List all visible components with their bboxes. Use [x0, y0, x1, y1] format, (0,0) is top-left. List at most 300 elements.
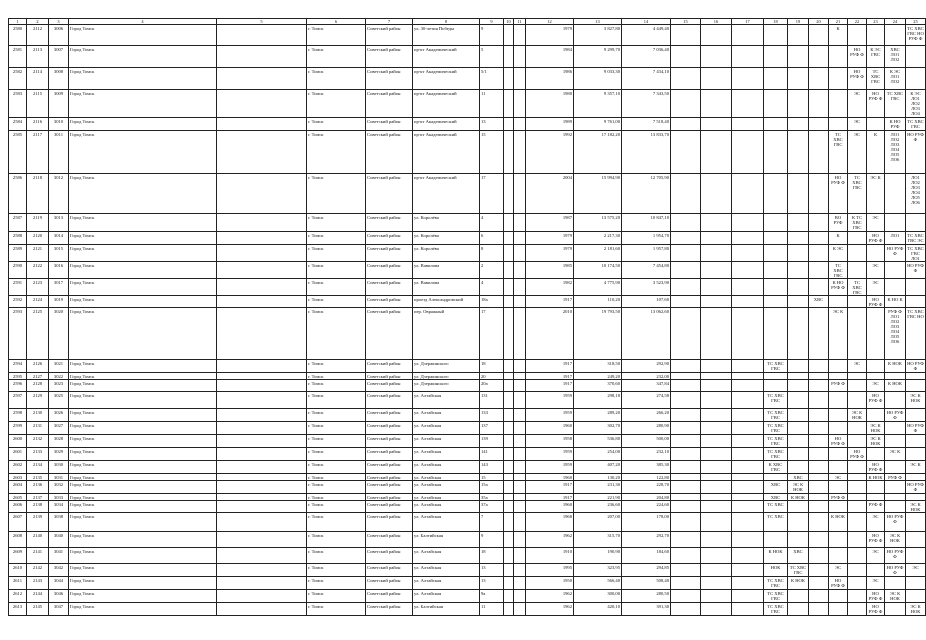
- table-cell: НО РУФ Ф: [867, 392, 885, 409]
- table-cell: ЛО1 ЛО2 ЛО3 ЛО4 ЛО5 ЛО6: [885, 131, 906, 174]
- table-cell: г. Томск: [307, 461, 366, 474]
- table-cell: [514, 409, 526, 422]
- table-cell: 10 174,50: [574, 262, 622, 279]
- table-cell: [764, 532, 788, 548]
- table-cell: Город Томск: [69, 245, 217, 262]
- table-cell: 18: [480, 548, 504, 564]
- table-cell: [701, 131, 732, 174]
- table-cell: 1982: [526, 279, 574, 296]
- table-cell: [514, 461, 526, 474]
- table-cell: [788, 409, 809, 422]
- table-cell: [504, 409, 514, 422]
- table-cell: 236,60: [574, 501, 622, 513]
- table-cell: 2116: [27, 118, 49, 131]
- table-cell: [732, 380, 764, 392]
- table-cell: [514, 532, 526, 548]
- table-cell: 2595: [9, 373, 27, 380]
- table-cell: 3 827,80: [574, 25, 622, 46]
- table-cell: [514, 577, 526, 590]
- table-cell: [885, 392, 906, 409]
- table-cell: 2133: [27, 448, 49, 461]
- table-cell: 1959: [526, 409, 574, 422]
- column-number: 8: [413, 19, 480, 25]
- table-cell: [514, 590, 526, 603]
- table-cell: [885, 435, 906, 448]
- table-cell: ЭС: [829, 564, 848, 577]
- table-cell: Город Томск: [69, 548, 217, 564]
- table-cell: 2608: [9, 532, 27, 548]
- table-cell: 407,20: [574, 461, 622, 474]
- table-cell: г. Томск: [307, 25, 366, 46]
- table-cell: [217, 118, 307, 131]
- table-cell: 3042: [49, 564, 69, 577]
- table-cell: 228,70: [622, 481, 671, 494]
- table-cell: ул. Королёва: [413, 245, 480, 262]
- table-cell: 11: [480, 603, 504, 616]
- table-cell: ЭС: [867, 380, 885, 392]
- table-cell: 7: [480, 513, 504, 532]
- table-cell: 20а: [480, 380, 504, 392]
- table-cell: ТС ХВС ГВС НО РУФ Ф: [906, 25, 926, 46]
- table-cell: [848, 232, 867, 245]
- table-cell: 2589: [9, 245, 27, 262]
- column-number: 9: [480, 19, 504, 25]
- table-cell: [732, 461, 764, 474]
- table-cell: [671, 68, 701, 90]
- table-cell: г. Томск: [307, 174, 366, 214]
- table-cell: Город Томск: [69, 131, 217, 174]
- table-cell: [514, 46, 526, 68]
- table-cell: Советский район: [366, 448, 413, 461]
- table-cell: [514, 118, 526, 131]
- table-cell: Советский район: [366, 435, 413, 448]
- table-cell: 1917: [526, 296, 574, 308]
- table-row: [9, 68, 926, 90]
- table-cell: РУФ Ф: [829, 494, 848, 501]
- table-cell: [906, 279, 926, 296]
- table-cell: [504, 461, 514, 474]
- table-cell: Советский район: [366, 68, 413, 90]
- table-cell: 17 182,20: [574, 131, 622, 174]
- table-row: [9, 577, 926, 590]
- table-cell: 1917: [526, 494, 574, 501]
- table-cell: [848, 474, 867, 481]
- table-cell: г. Томск: [307, 409, 366, 422]
- table-cell: [671, 590, 701, 603]
- table-cell: 2004: [526, 174, 574, 214]
- table-cell: 266,20: [622, 409, 671, 422]
- table-row: [9, 90, 926, 118]
- table-cell: 1959: [526, 461, 574, 474]
- table-cell: 1987: [526, 214, 574, 232]
- table-cell: [514, 422, 526, 435]
- table-cell: Советский район: [366, 564, 413, 577]
- table-cell: 13: [480, 577, 504, 590]
- table-cell: НО РУФ Ф: [867, 296, 885, 308]
- table-cell: [732, 174, 764, 214]
- table-cell: [732, 308, 764, 360]
- table-cell: Советский район: [366, 481, 413, 494]
- table-cell: [671, 262, 701, 279]
- table-cell: 2593: [9, 308, 27, 360]
- table-cell: Город Томск: [69, 603, 217, 616]
- table-cell: [514, 262, 526, 279]
- table-cell: [217, 409, 307, 422]
- table-cell: Советский район: [366, 308, 413, 360]
- table-row: [9, 46, 926, 68]
- table-cell: 3006: [49, 25, 69, 46]
- table-cell: 318,50: [574, 360, 622, 373]
- table-row: [9, 25, 926, 46]
- table-cell: [848, 296, 867, 308]
- table-cell: [848, 532, 867, 548]
- table-cell: [732, 373, 764, 380]
- table-cell: НО РУФ Ф: [907, 423, 924, 433]
- table-cell: 2125: [27, 308, 49, 360]
- table-row: [9, 232, 926, 245]
- table-cell: НО РУФ Ф: [829, 174, 848, 214]
- table-row: [9, 501, 926, 513]
- table-cell: ул. Дзержинского: [413, 380, 480, 392]
- table-cell: 3021: [49, 360, 69, 373]
- table-cell: Город Томск: [69, 174, 217, 214]
- table-cell: 2583: [9, 90, 27, 118]
- table-cell: 2129: [27, 392, 49, 409]
- table-cell: [514, 90, 526, 118]
- table-cell: [732, 245, 764, 262]
- table-cell: ЭС К НОК: [788, 481, 809, 494]
- table-cell: 3026: [49, 409, 69, 422]
- table-cell: 3012: [49, 174, 69, 214]
- table-cell: [217, 392, 307, 409]
- table-cell: [867, 360, 885, 373]
- table-cell: ТС ХВС ГВС ЛО1: [907, 246, 924, 261]
- table-cell: 2601: [9, 448, 27, 461]
- table-cell: ул. Дзержинского: [413, 360, 480, 373]
- table-cell: [217, 68, 307, 90]
- table-cell: [217, 296, 307, 308]
- table-cell: Советский район: [366, 392, 413, 409]
- table-cell: [701, 392, 732, 409]
- table-cell: 3013: [49, 214, 69, 232]
- table-row: [9, 603, 926, 616]
- table-cell: пр-кт Академический: [413, 90, 480, 118]
- table-cell: НО РУФ Ф: [906, 131, 926, 174]
- table-cell: РУФ Ф ЛО1 ЛО2 ЛО3 ЛО4 ЛО5 ЛО6: [885, 308, 906, 360]
- table-cell: 3022: [49, 373, 69, 380]
- table-cell: Город Томск: [69, 373, 217, 380]
- column-number: 18: [764, 19, 788, 25]
- table-cell: 2 217,30: [574, 232, 622, 245]
- table-cell: 107,60: [622, 296, 671, 308]
- table-cell: 1968: [526, 513, 574, 532]
- table-cell: Город Томск: [69, 296, 217, 308]
- table-cell: [514, 174, 526, 214]
- table-cell: 9а: [480, 590, 504, 603]
- table-cell: ТС ХВС ГВС: [885, 90, 906, 118]
- table-cell: ЛО1 ЛО2 ЛО3 ЛО4 ЛО5 ЛО6: [906, 174, 926, 214]
- table-cell: Город Томск: [69, 590, 217, 603]
- table-cell: [514, 68, 526, 90]
- table-cell: Город Томск: [69, 380, 217, 392]
- table-cell: [514, 474, 526, 481]
- table-cell: 3041: [49, 548, 69, 564]
- table-cell: [885, 577, 906, 590]
- table-cell: г. Томск: [307, 90, 366, 118]
- table-cell: [732, 90, 764, 118]
- table-cell: 231,30: [574, 481, 622, 494]
- table-cell: [848, 245, 867, 262]
- table-cell: 2598: [9, 409, 27, 422]
- table-cell: 4: [480, 214, 504, 232]
- table-cell: пр-кт Академический: [413, 174, 480, 214]
- table-cell: г. Томск: [307, 590, 366, 603]
- table-cell: [514, 308, 526, 360]
- table-cell: г. Томск: [307, 577, 366, 590]
- table-cell: Город Томск: [69, 577, 217, 590]
- table-cell: 2139: [27, 513, 49, 532]
- table-cell: 1992: [526, 131, 574, 174]
- table-cell: 289,20: [574, 409, 622, 422]
- table-cell: 7 454,80: [622, 262, 671, 279]
- table-cell: [671, 279, 701, 296]
- table-cell: НО РУФ Ф: [907, 361, 924, 371]
- table-cell: [701, 373, 732, 380]
- table-cell: [848, 422, 867, 435]
- table-cell: [788, 90, 809, 118]
- table-cell: [504, 214, 514, 232]
- table-cell: ЭС К: [906, 461, 926, 474]
- table-cell: 1962: [526, 532, 574, 548]
- table-cell: [504, 513, 514, 532]
- table-cell: ЭС: [867, 577, 885, 590]
- table-cell: 2114: [27, 68, 49, 90]
- table-cell: [809, 435, 829, 448]
- table-cell: 2596: [9, 380, 27, 392]
- table-cell: [764, 380, 788, 392]
- table-cell: 2588: [9, 232, 27, 245]
- table-cell: ТС ХВС ГВС: [764, 409, 788, 422]
- table-cell: 2585: [9, 131, 27, 174]
- table-row: [9, 461, 926, 474]
- column-number: 5: [217, 19, 307, 25]
- column-number: 1: [9, 19, 27, 25]
- table-cell: [701, 532, 732, 548]
- table-cell: [732, 448, 764, 461]
- table-cell: 184,60: [622, 548, 671, 564]
- table-cell: [764, 174, 788, 214]
- table-cell: НО РУФ Ф: [848, 68, 867, 90]
- table-cell: [671, 474, 701, 481]
- table-cell: Советский район: [366, 262, 413, 279]
- table-cell: ул. Алтайская: [413, 461, 480, 474]
- table-cell: [732, 532, 764, 548]
- table-cell: 2137: [27, 494, 49, 501]
- table-cell: [788, 435, 809, 448]
- table-cell: 1917: [526, 373, 574, 380]
- table-cell: [788, 380, 809, 392]
- table-cell: [217, 501, 307, 513]
- column-number: 25: [906, 19, 926, 25]
- table-cell: 2123: [27, 279, 49, 296]
- table-row: [9, 474, 926, 481]
- table-cell: 207,00: [574, 513, 622, 532]
- table-cell: [732, 279, 764, 296]
- table-cell: [701, 409, 732, 422]
- table-row: [9, 435, 926, 448]
- table-cell: 1979: [526, 25, 574, 46]
- table-cell: [732, 548, 764, 564]
- table-cell: [671, 373, 701, 380]
- table-cell: 2126: [27, 360, 49, 373]
- table-cell: г. Томск: [307, 603, 366, 616]
- table-cell: Советский район: [366, 577, 413, 590]
- table-cell: [788, 174, 809, 214]
- table-cell: Советский район: [366, 25, 413, 46]
- table-cell: ЭС: [848, 360, 867, 373]
- table-cell: К ЭС: [829, 245, 848, 262]
- table-cell: 9 299,70: [574, 46, 622, 68]
- table-cell: [514, 448, 526, 461]
- table-cell: 2118: [27, 174, 49, 214]
- table-cell: 7 036,40: [622, 46, 671, 68]
- table-cell: 1979: [526, 232, 574, 245]
- table-cell: [809, 174, 829, 214]
- table-cell: [848, 481, 867, 494]
- table-cell: [701, 380, 732, 392]
- table-cell: [867, 245, 885, 262]
- table-cell: [504, 25, 514, 46]
- table-cell: [848, 494, 867, 501]
- table-cell: [732, 46, 764, 68]
- table-cell: [788, 25, 809, 46]
- table-cell: [829, 461, 848, 474]
- table-cell: г. Томск: [307, 68, 366, 90]
- table-cell: [671, 25, 701, 46]
- table-cell: [701, 448, 732, 461]
- table-cell: [701, 577, 732, 590]
- table-cell: [514, 373, 526, 380]
- table-cell: 3020: [49, 308, 69, 360]
- table-cell: [867, 308, 885, 360]
- table-cell: 254,00: [574, 448, 622, 461]
- table-cell: [732, 564, 764, 577]
- table-cell: [885, 481, 906, 494]
- table-cell: ул. Вавилова: [413, 279, 480, 296]
- table-cell: [848, 380, 867, 392]
- table-cell: [764, 25, 788, 46]
- table-cell: [504, 481, 514, 494]
- table-cell: [809, 245, 829, 262]
- table-cell: 2117: [27, 131, 49, 174]
- table-cell: Советский район: [366, 46, 413, 68]
- register-table: [8, 18, 926, 616]
- table-cell: [829, 392, 848, 409]
- table-cell: 1958: [526, 435, 574, 448]
- table-cell: 20: [480, 373, 504, 380]
- table-cell: 7 343,50: [622, 90, 671, 118]
- table-cell: [906, 214, 926, 232]
- table-cell: [504, 174, 514, 214]
- table-cell: [906, 513, 926, 532]
- table-cell: НО РУФ Ф: [867, 603, 885, 616]
- table-cell: [764, 90, 788, 118]
- table-cell: [217, 245, 307, 262]
- table-cell: Советский район: [366, 245, 413, 262]
- table-cell: [701, 46, 732, 68]
- table-cell: Советский район: [366, 296, 413, 308]
- table-cell: К ЭС ГВС: [867, 46, 885, 68]
- table-cell: [885, 279, 906, 296]
- table-row: [9, 308, 926, 360]
- table-cell: [514, 380, 526, 392]
- table-cell: Советский район: [366, 409, 413, 422]
- table-cell: Советский район: [366, 232, 413, 245]
- table-cell: [788, 296, 809, 308]
- table-cell: ЭС: [867, 513, 885, 532]
- table-cell: 2122: [27, 262, 49, 279]
- table-cell: ЭС: [848, 90, 867, 118]
- table-cell: 508,40: [622, 577, 671, 590]
- table-cell: [764, 262, 788, 279]
- table-cell: 4: [480, 279, 504, 296]
- table-cell: 2144: [27, 590, 49, 603]
- table-cell: 3017: [49, 279, 69, 296]
- column-number: 10: [504, 19, 514, 25]
- table-cell: 2130: [27, 409, 49, 422]
- table-cell: [732, 360, 764, 373]
- table-cell: [848, 308, 867, 360]
- table-cell: [217, 481, 307, 494]
- table-cell: 130,20: [574, 474, 622, 481]
- table-cell: [906, 373, 926, 380]
- table-cell: 2115: [27, 90, 49, 118]
- table-cell: [504, 564, 514, 577]
- table-cell: [504, 474, 514, 481]
- table-cell: г. Томск: [307, 392, 366, 409]
- table-cell: 1962: [526, 590, 574, 603]
- table-cell: 3019: [49, 296, 69, 308]
- table-cell: [848, 262, 867, 279]
- table-cell: [764, 68, 788, 90]
- table-cell: [701, 360, 732, 373]
- table-cell: ТС ХВС ГВС: [764, 360, 788, 373]
- table-cell: ХВС: [809, 296, 829, 308]
- table-cell: [701, 232, 732, 245]
- table-cell: ул. Алтайская: [413, 548, 480, 564]
- table-cell: ул. Алтайская: [413, 422, 480, 435]
- table-cell: [764, 232, 788, 245]
- table-cell: [906, 46, 926, 68]
- table-cell: 1980: [526, 90, 574, 118]
- table-cell: [671, 90, 701, 118]
- table-cell: 3034: [49, 501, 69, 513]
- table-cell: Советский район: [366, 548, 413, 564]
- table-cell: НО РУФ Ф: [906, 262, 926, 279]
- table-cell: [217, 279, 307, 296]
- table-cell: [848, 590, 867, 603]
- table-cell: [504, 245, 514, 262]
- table-row: [9, 392, 926, 409]
- table-cell: [829, 68, 848, 90]
- table-cell: 178,00: [622, 513, 671, 532]
- table-cell: [788, 68, 809, 90]
- table-cell: [867, 494, 885, 501]
- table-cell: 3044: [49, 577, 69, 590]
- table-cell: [671, 360, 701, 373]
- column-number: 23: [867, 19, 885, 25]
- table-cell: 2127: [27, 373, 49, 380]
